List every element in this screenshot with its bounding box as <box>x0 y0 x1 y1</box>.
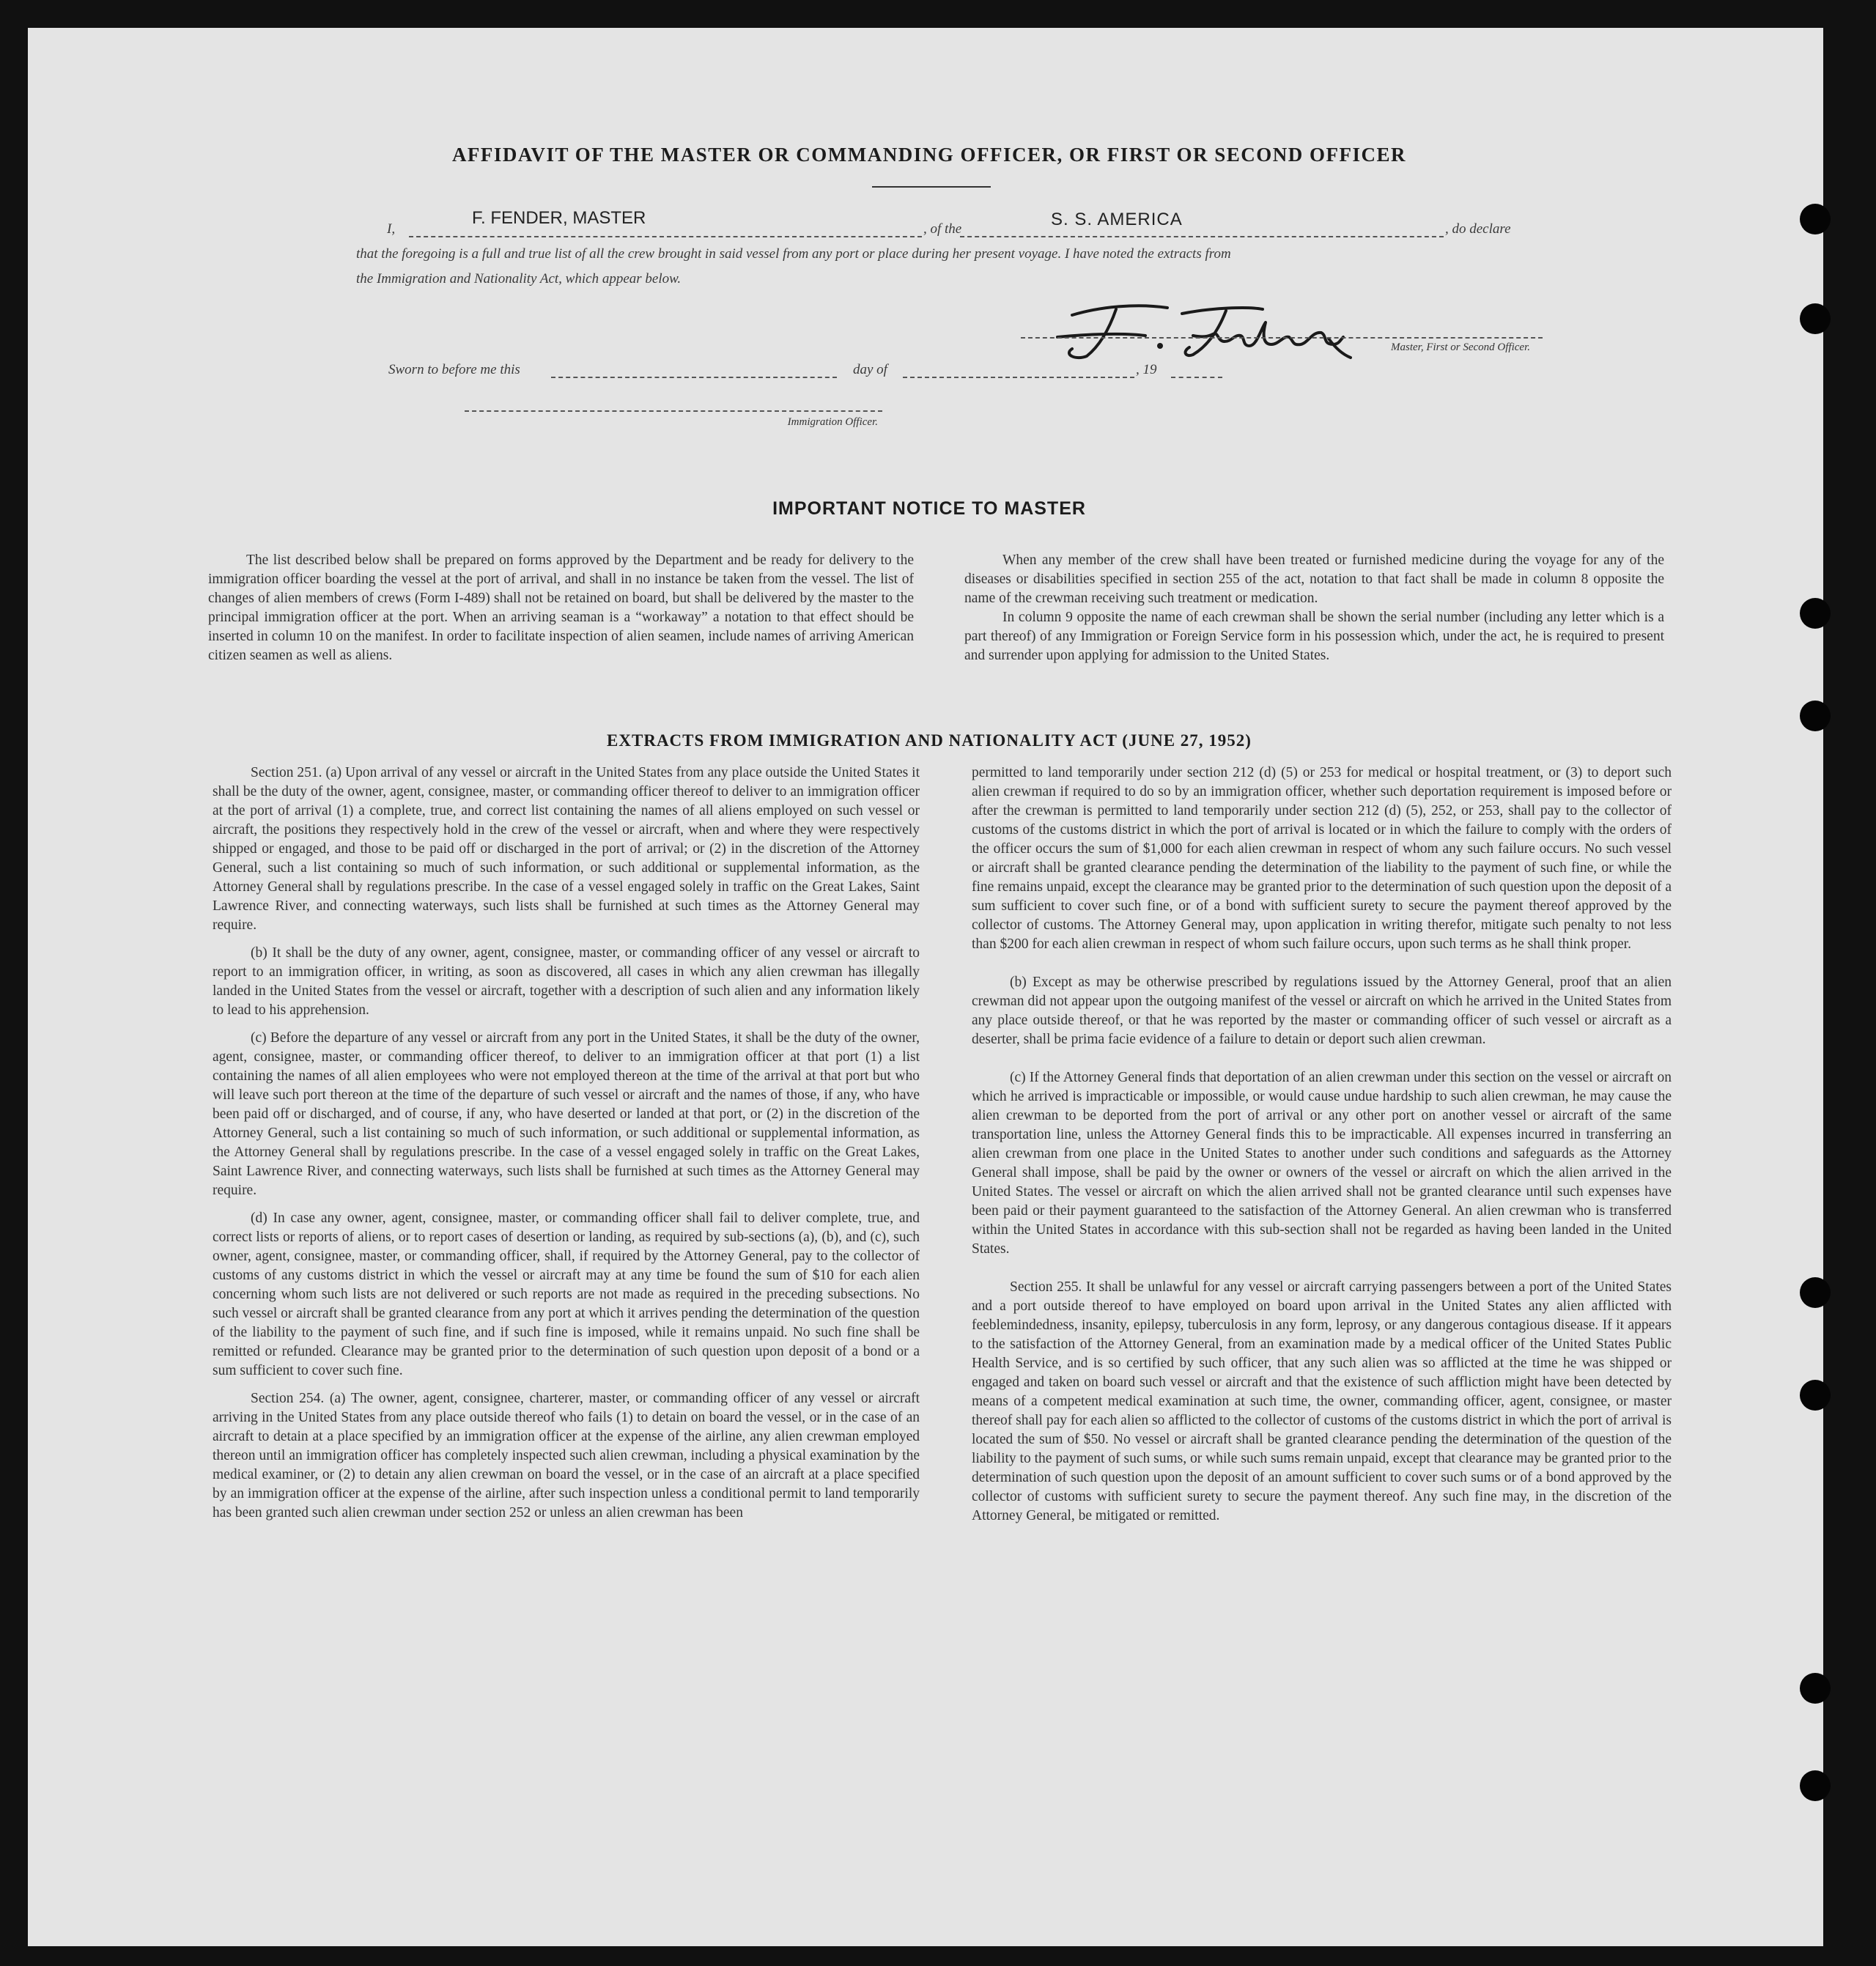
notice-title: IMPORTANT NOTICE TO MASTER <box>772 498 1086 519</box>
signature-image <box>1043 293 1395 366</box>
punch-hole <box>1800 1770 1831 1801</box>
punch-hole <box>1800 701 1831 731</box>
extract-paragraph: (b) It shall be the duty of any owner, agent, consignee, master, or commanding officer of any vessel or aircraft to report to an immigration officer, in writing, as soon as discovered, all cases in which any alien crewman has illegally landed in the United States from the vessel or aircraft, together with a description of such alien and any information likely to lead to his apprehension. <box>213 945 920 1018</box>
punch-hole <box>1800 1277 1831 1308</box>
extract-paragraph: Section 254. (a) The owner, agent, consignee, charterer, master, or commanding officer of any vessel or aircraft arriving in the United States from any place outside thereof who fails (1) to detain on board the vessel, or in the case of an aircraft to detain at a place specified by an immigration officer at the expense of the airline, any alien crewman employed thereon until an immigration officer has completely inspected such alien crewman, including a physical examination by the medical examiner, or (2) to detain any alien crewman on board the vessel, or in the case of an aircraft at a place specified by an immigration officer at the expense of the airline, after such inspection unless a conditional permit to land temporarily has been granted such alien crewman under section 252 or unless an alien crewman has been <box>213 1391 920 1520</box>
label-of-the: , of the <box>923 221 962 237</box>
extract-paragraph: Section 255. It shall be unlawful for any vessel or aircraft carrying passengers between a port of the United States and a port outside thereof to have employed on board upon arrival in the United States any alien afflicted with feeblemindedness, insanity, epilepsy, tuberculosis in any form, leprosy, or any dangerous contagious disease. If it appears to the satisfaction of the Attorney General, from an examination made by a medical officer of the United States Public Health Service, and is so certified by such officer, that any such alien was so afflicted at the time he was shipped or engaged and taken on board such vessel or aircraft and that the existence of such affliction might have been detected by means of a competent medical examination at such time, the owner, commanding officer, agent, consignee, or master thereof shall pay for each alien so afflicted to the collector of customs of the customs district in which the port of arrival is located the sum of $50. No vessel or aircraft shall be granted clearance pending the determination of the question of the liability to the payment of such sums, or while such sums remain unpaid, except that clearance may be granted prior to the determination of such question upon the deposit of an amount sufficient to cover such sums or of a bond approved by the collector of customs with sufficient surety to secure the payment thereof. Any such fine may, in the discretion of the Attorney General, be mitigated or remitted. <box>972 1279 1672 1523</box>
declaration-line-2: the Immigration and Nationality Act, which appear below. <box>356 271 682 287</box>
punch-hole <box>1800 1380 1831 1411</box>
extracts-right-column <box>972 764 1672 1526</box>
name-line <box>409 236 922 237</box>
year-line <box>1171 377 1222 378</box>
extract-paragraph: (b) Except as may be otherwise prescribed by regulations issued by the Attorney General, proof that an alien crewman did not appear upon the outgoing manifest of the vessel or aircraft on which he arrived in the United States from any place outside thereof, or that he was reported by the master or commanding officer of such vessel or aircraft as a deserter, shall be prima facie evidence of a failure to detain or deport such alien crewman. <box>972 975 1672 1047</box>
extract-paragraph: Section 251. (a) Upon arrival of any vessel or aircraft in the United States from any place outside the United States it shall be the duty of the owner, agent, consignee, master, or commanding officer thereof to deliver to an immigration officer at the port of arrival (1) a complete, true, and correct list containing the names of all aliens employed on such vessel or aircraft, the positions they respectively hold in the crew of the vessel or aircraft, when and where they were respectively shipped or engaged, and those to be paid off or discharged in the port of arrival; or (2) in the discretion of the Attorney General, such a list containing so much of such information, or such additional or supplemental information, as the Attorney General shall by regulations prescribe. In the case of a vessel engaged solely in traffic on the Great Lakes, Saint Lawrence River, and connecting waterways, such lists shall be furnished at such times as the Attorney General may require. <box>213 765 920 933</box>
year-label: , 19 <box>1136 362 1157 377</box>
declaration-line-1: that the foregoing is a full and true list of all the crew brought in said vessel from any port or place during her present voyage. I have noted the extracts from <box>356 246 1231 262</box>
label-do-declare: , do declare <box>1445 221 1511 237</box>
month-line <box>903 377 1134 378</box>
title-rule <box>872 186 991 188</box>
vessel-value: S. S. AMERICA <box>1051 210 1183 229</box>
officer-line <box>465 410 882 412</box>
extract-paragraph: (d) In case any owner, agent, consignee, master, or commanding officer shall fail to deliver complete, true, and correct lists or reports of aliens, or to report cases of desertion or landing, as required by sub-sections (a), (b), and (c), such owner, agent, consignee, master, or commanding officer, shall, if required by the Attorney General, pay to the collector of customs of any customs district in which the vessel or aircraft may at any time be found the sum of $10 for each alien concerning whom such lists are not delivered or such reports are not made as required in the preceding subsections. No such vessel or aircraft shall be granted clearance from any port at which it arrives pending the determination of the question of the liability to the payment of such fine, and if such fine is imposed, while it remains unpaid. No such fine shall be remitted or refunded. Clearance may be granted prior to the determination of such question upon deposit of a bond or a sum sufficient to cover such fine. <box>213 1211 920 1378</box>
extracts-title: EXTRACTS FROM IMMIGRATION AND NATIONALITY ACT (JUNE 27, 1952) <box>607 731 1252 750</box>
notice-right-column <box>964 551 1664 665</box>
notice-right-paragraph-1: When any member of the crew shall have been treated or furnished medicine during the voyage for any of the diseases or disabilities specified in section 255 of the act, notation to that fact shall be made in column 8 opposite the name of the crewman receiving such treatment or medication. <box>964 553 1664 606</box>
document-page <box>28 28 1823 1946</box>
punch-hole <box>1800 204 1831 234</box>
sworn-label: Sworn to before me this <box>388 362 520 377</box>
extracts-left-column <box>213 764 920 1523</box>
vessel-line <box>960 236 1444 237</box>
day-of-label: day of <box>853 362 887 377</box>
extract-paragraph: (c) Before the departure of any vessel or aircraft from any port in the United States, it shall be the duty of the owner, agent, consignee, master, or commanding officer thereof, to deliver to an immigration officer at that port (1) a list containing the names of all alien employees who were not employed thereon at the time of the arrival at that port but who will leave such port thereon at the time of the departure of such vessel or aircraft and the names of those, if any, who have been paid off or discharged, and of course, if any, who have deserted or landed at that port, or (2) in the discretion of the Attorney General, such a list containing so much of such information, or such additional or supplemental information, as the Attorney General shall by regulations prescribe. In the case of a vessel engaged solely in traffic on the Great Lakes, Saint Lawrence River, and connecting waterways, such lists shall be furnished at such times as the Attorney General may require. <box>213 1030 920 1198</box>
officer-caption: Immigration Officer. <box>787 416 878 428</box>
signature-caption: Master, First or Second Officer. <box>1391 341 1530 353</box>
notice-right-paragraph-2: In column 9 opposite the name of each crewman shall be shown the serial number (including any letter which is a part thereof) of any Immigration or Foreign Service form in his possession which, under the act, he is required to present and surrender upon applying for admission to the United States. <box>964 610 1664 663</box>
punch-hole <box>1800 303 1831 334</box>
notice-left-paragraph: The list described below shall be prepared on forms approved by the Department and be ready for delivery to the immigration officer boarding the vessel at the port of arrival, and shall in no instance be taken from the vessel. The list of changes of alien members of crews (Form I-489) shall not be retained on board, but shall be delivered by the master to the principal immigration officer at the port. When an arriving seaman is a “workaway” a notation to that effect should be inserted in column 10 on the manifest. In order to facilitate inspection of alien seamen, include names of arriving American citizen seamen as well as aliens. <box>208 553 914 663</box>
label-i: I, <box>387 221 396 237</box>
affidavit-title: AFFIDAVIT OF THE MASTER OR COMMANDING OFFICER, OR FIRST OR SECOND OFFICER <box>451 144 1407 166</box>
sworn-day-line <box>551 377 837 378</box>
extract-paragraph: permitted to land temporarily under section 212 (d) (5) or 253 for medical or hospital treatment, or (3) to deport such alien crewman if required to do so by an immigration officer, whether such deportation requirement is imposed before or after the crewman is permitted to land temporarily under section 212 (d) (5), 252, or 253, shall pay to the collector of customs of the customs district in which the port of arrival is located or in which the failure to comply with the orders of the officer occurs the sum of $1,000 for each alien crewman in respect of whom any such failure occurs. No such vessel or aircraft shall be granted clearance pending the determination of the liability to the payment of such fine, or while the fine remains unpaid, except the clearance may be granted prior to the determination of such question upon the deposit of a sum sufficient to cover such fine, or of a bond with sufficient surety to secure the payment thereof approved by the collector of customs. The Attorney General may, upon application in writing therefor, mitigate such penalty to not less than $200 for each alien crewman in respect of whom such failure occurs, upon such terms as he shall think proper. <box>972 765 1672 952</box>
punch-hole <box>1800 598 1831 629</box>
punch-hole <box>1800 1673 1831 1704</box>
signature-line <box>1021 337 1543 339</box>
extract-paragraph: (c) If the Attorney General finds that deportation of an alien crewman under this section on the vessel or aircraft on which he arrived is impracticable or impossible, or would cause undue hardship to such alien crewman, he may cause the alien crewman to be deported from the port of arrival or any other port on another vessel or aircraft of the same transportation line, unless the Attorney General finds this to be impracticable. All expenses incurred in transferring an alien crewman from one place in the United States to another under such conditions and safeguards as the Attorney General shall impose, shall be paid by the owner or owners of the vessel or aircraft on which the alien arrived in the United States. The vessel or aircraft on which the alien arrived shall not be granted clearance until such expenses have been paid or their payment guaranteed to the satisfaction of the Attorney General. An alien crewman who is transferred within the United States in accordance with this sub-section shall not be regarded as having been landed in the United States. <box>972 1070 1672 1257</box>
name-value: F. FENDER, MASTER <box>472 208 646 228</box>
